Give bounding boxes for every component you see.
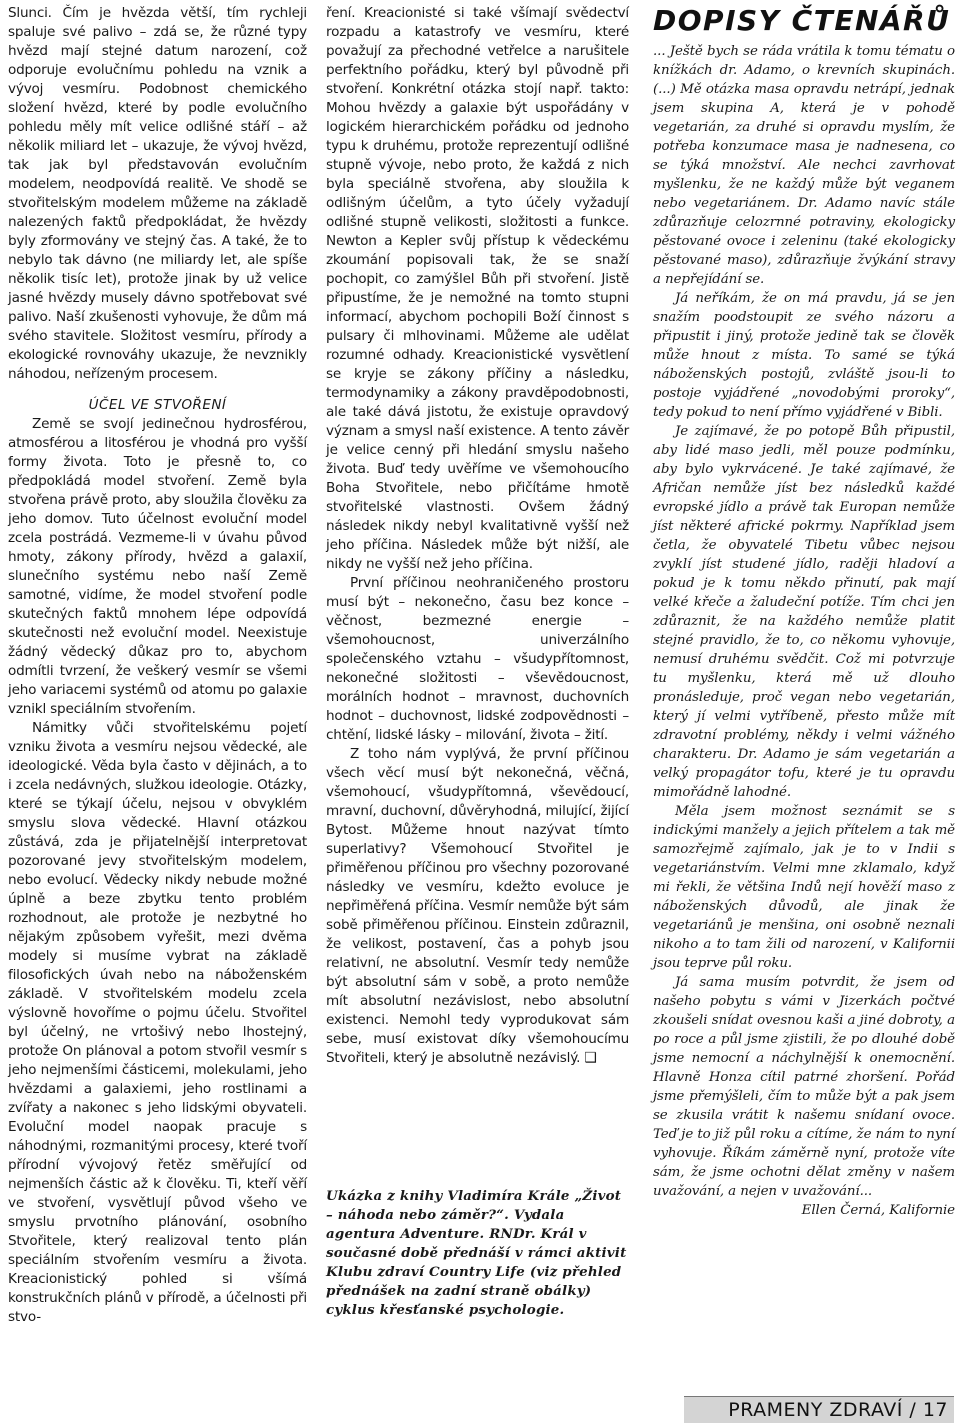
letters-column [653, 4, 955, 1220]
article-paragraph: Země se svojí jedinečnou hydrosférou, atmosférou a litosférou je vhodná pro vyšší formy života. Toto je přesně to, co předpokládá model stvoření. Země byla stvořena právě proto, aby sloužila člověku za jeho domov. Tuto účelnost evoluční model zcela postrádá. Vezmeme-li v úvahu původ hmoty, zákony přírody, hvězd a galaxií, slunečního systému nebo naší Země samotné, vidíme, že model stvoření podle skutečných faktů mnohem lépe odpovídá skutečnosti než evoluční model. Neexistuje žádný vědecký důkaz pro to, abychom odmítli tvrzení, že veškerý vesmír se všemi jeho variacemi systémů od atomu po galaxie vznikl speciálním stvořením. [8, 416, 307, 717]
article-paragraph: Slunci. Čím je hvězda větší, tím rychleji spaluje své palivo – zdá se, že různé typy hvězd mají stejné datum narození, což odporuje evolučnímu pohledu na vznik a vývoj vesmíru. Podobnost chemického složení hvězd, které by podle evolučního pohledu měly mít velice odlišné stáří – až několik miliard let – ukazuje, že vývoj hvězd, tak jak byl představován evolučním modelem, neodpovídá realitě. Ve shodě se stvořitelským modelem můžeme na základě nalezených faktů předpokládat, že hvězdy byly zformovány ve stejný čas. A také, že to nebylo tak dávno (ne miliardy let, ale spíše několik tisíc let), protože jinak by už velice jasné hvězdy musely dávno spotřebovat své palivo. Naší zkušenosti vyhovuje, že dům má svého stavitele. Složitost vesmíru, přírody a ekologické rovnováhy ukazuje, že nevznikly náhodou, neřízeným procesem. [8, 5, 307, 382]
letter-paragraph: Je zajímavé, že po potopě Bůh připustil, aby lidé maso jedli, měl pouze podmínku, aby bylo vykrvácené. Je také zajímavé, že Afričan nemůže jíst bez následků každé evropské jídlo a právě tak Europan nemůže jíst některé africké pokrmy. Například jsem četla, že obyvatelé Tibetu vůbec nejsou zvyklí jíst studené jídlo, raději hladoví a pokud je k tomu někdo přinutí, pak mají velké křeče a žaludeční potíže. Tím chci jen zdůraznit, že na každého nemůže platit stejné pravidlo, že to, co někomu vyhovuje, nemusí druhému svědčit. Což mi potvrzuje tu myšlenku, která mě už dlouho pronásleduje, proč vegan nebo vegetarián, který jí velmi vytříbeně, přesto může mít zdravotní problémy, někdy i velmi vážného charakteru. Dr. Adamo je sám vegetarián a velký propagátor tofu, které je tu opravdu mimořádně lahodné. [653, 424, 955, 800]
article-column-left [8, 4, 307, 1327]
article-paragraph-last [326, 745, 629, 1068]
end-of-article-mark: ❑ [584, 1050, 597, 1066]
footer-page-label: PRAMENY ZDRAVÍ / 17 [728, 1399, 948, 1421]
book-source-note: Ukázka z knihy Vladimíra Krále „Život – náhoda nebo záměr?“. Vydala agentura Adventure. RNDr. Král v současné době přednáší v rámci aktivit Klubu zdraví Country Life (viz přehled přednášek na zadní straně obálky) cyklus křesťanské psychologie. [326, 1188, 627, 1318]
letter-paragraph: Já neříkám, že on má pravdu, já se jen snažím poodstoupit ze svého názoru a připustit i jiný, protože jedině tak se člověk může hnout z místa. To samé se týká náboženských postojů, zvláště jsou-li to postoje vyjádřené „novodobými proroky“, tedy pokud to není přímo vyjádřené v Bibli. [653, 291, 955, 420]
page-footer [684, 1396, 954, 1423]
letter-signature: Ellen Černá, Kalifornie [801, 1203, 955, 1218]
article-paragraph: Námitky vůči stvořitelskému pojetí vzniku života a vesmíru nejsou vědecké, ale ideologické. Věda byla často v dějinách, a to i zcela nedávných, služkou ideologie. Otázky, které se týkají účelu, nejsou v obvyklém smyslu slova vědecké. Hlavní otázkou zůstává, zda je přijatelnější interpretovat pozorované jevy stvořitelským modelem, nebo evolucí. Vědecky nikdy nebude možné úplně a beze zbytku tento problém rozhodnout, ale protože je nezbytné ho nějakým způsobem vyřešit, mezi dvěma modely si musíme vybrat na základě filosofických úvah nebo na náboženském základě. V stvořitelském modelu zcela výslovně hovoříme o pojmu účelu. Stvořitel byl účelný, ne vrtošivý nebo lhostejný, protože On plánoval a potom stvořil vesmír s jeho nejmenšími částicemi, molekulami, jeho hvězdami a galaxiemi, jeho rostlinami a zvířaty a nakonec s jeho lidskými obyvateli. Evoluční model naopak pracuje s náhodnými, rozmanitými procesy, které tvoří přírodní vývojový řetěz směřující od nejmenších částic až k člověku. Ti, kteří věří ve stvoření, vysvětlují původ všeho ve smyslu prvotního plánování, osobního Stvořitele, který realizoval tento plán speciálním stvořením vesmíru a života. Kreacionistický pohled si všímá konstrukčních plánů v přírodě, a účelnosti při stvo- [8, 720, 307, 1325]
article-paragraph-text: Z toho nám vyplývá, že první příčinou všech věcí musí být nekonečná, věčná, všemohoucí, všudypřítomná, vševědoucí, mravní, duchovní, důvěryhodná, milující, žijící Bytost. Můžeme hnout nazývat tímto superlativy? Všemohoucí Stvořitel je přiměřenou příčinou pro všechny pozorované následky ve vesmíru, kdežto evoluce je nepřiměřená příčina. Vesmír nemůže být sám sobě přiměřenou příčinou. Einstein zdůraznil, že velikost, postavení, čas a pohyb jsou relativní, ne absolutní. Vesmír tedy nemůže být absolutní sám v sobě, a proto nemůže mít absolutní nezávislost, nebo absolutní existenci. Nemohl tedy vyprodukovat sám sebe, musí existovat díky všemohoucímu Stvořiteli, který je absolutně nezávislý. [326, 746, 629, 1066]
section-subheading: ÚČEL VE STVOŘENÍ [88, 397, 227, 413]
article-column-middle [326, 4, 629, 1318]
letters-heading: DOPISY ČTENÁŘŮ [653, 4, 951, 37]
article-paragraph: První příčinou neohraničeného prostoru musí být – nekonečno, času bez konce – věčnost, bezmezné energie – všemohoucnost, univerzálního společenského vztahu – všudypřítomnost, nekonečné složitosti – vševědoucnost, morálních hodnot – mravnost, duchovních hodnot – duchovnost, lidské zodpovědnosti – chtění, lidské lásky – milování, života – žití. [326, 575, 629, 743]
letter-paragraph: Měla jsem možnost seznámit se s indickými manžely a jejich přítelem a tak mě samozřejmě zajímalo, jak je to v Indii s vegetariánstvím. Velmi mne zklamalo, když mi řekli, že většina Indů nejí hověží maso z náboženských důvodů, ale jinak že vegetariánů je menšina, oni osobně neznali nikoho a to tam žili od narození, v Kalifornii jsou teprve půl roku. [653, 804, 955, 971]
letter-paragraph: ... Ještě bych se ráda vrátila k tomu tématu o knížkách dr. Adamo, o krevních skupinách. (...) Mě otázka masa opravdu netrápí, jednak jsem skupina A, která je v pohodě vegetarián, za druhé si opravdu myslím, že potřeba konzumace masa je nadnesena, co se týká množství. Ale nechci zavrhovat myšlenku, že ne každý může být veganem nebo vegetariánem. Dr. Adamo navíc stále zdůrazňuje celozrnné potraviny, ekologicky pěstované ovoce i zeleninu (také ekologicky pěstované maso), zdůrazňuje žvýkání stravy a nepřejídání se. [653, 44, 955, 287]
article-paragraph: ření. Kreacionisté si také všímají svědectví rozpadu a katastrofy ve vesmíru, které považují za přechodné vetřelce a narušitele perfektního pořádku, který byl původně při stvoření. Konkrétní otázka stojí např. takto: Mohou hvězdy a galaxie být uspořádány v logickém hierarchickém pořádku od jednoho typu k druhému, protože reprezentují odlišné stupně vývoje, nebo proto, že každá z nich byla speciálně stvořena, aby sloužila k odlišným účelům, a tyto účely vyžadují odlišné stupně velikosti, složitosti a funkce. Newton a Kepler svůj přístup k vědeckému zkoumání popisovali tak, že se snaží pochopit, co zamýšlel Bůh při stvoření. Jistě připustíme, že je nemožné na tomto stupni informací, abychom pochopili Boží činnost s pulsary či mlhovinami. Můžeme ale udělat rozumné odhady. Kreacionistické vysvětlení se kryje se zákony příčiny a následku, termodynamiky a zákony pravděpodobnosti, ale také dává jistotu, že existuje opravdový význam a smysl naší existence. A tento závěr je velice cenný při hledání smyslu našeho života. Buď tedy uvěříme ve všemohoucího Boha Stvořitele, nebo přičítáme hmotě stvořitelské vlastnosti. Ovšem žádný následek nikdy nebyl kvalitativně vyšší než jeho příčina. Následek může být nižší, ale nikdy ne vyšší než jeho příčina. [326, 5, 629, 572]
letter-paragraph: Já sama musím potvrdit, že jsem od našeho pobytu s vámi v Jizerkách počtvé zkoušeli snídat ovesnou kaši a jiné dobroty, a po roce a půl jsme zjistili, že po dlouhé době jsme nemocní a náchylnější k onemocnění. Hlavně Honza cítil patrné zhoršení. Pořád jsme přemýšleli, čím to může být a pak jsem se zkusila vrátit k našemu snídaní ovoce. Teď je to již půl roku a cítíme, že nám to nyní vyhovuje. Říkám záměrně nyní, protože víte sám, že jsme ochotni dělat změny v našem uvažování, a nejen v uvažování... [653, 975, 955, 1199]
